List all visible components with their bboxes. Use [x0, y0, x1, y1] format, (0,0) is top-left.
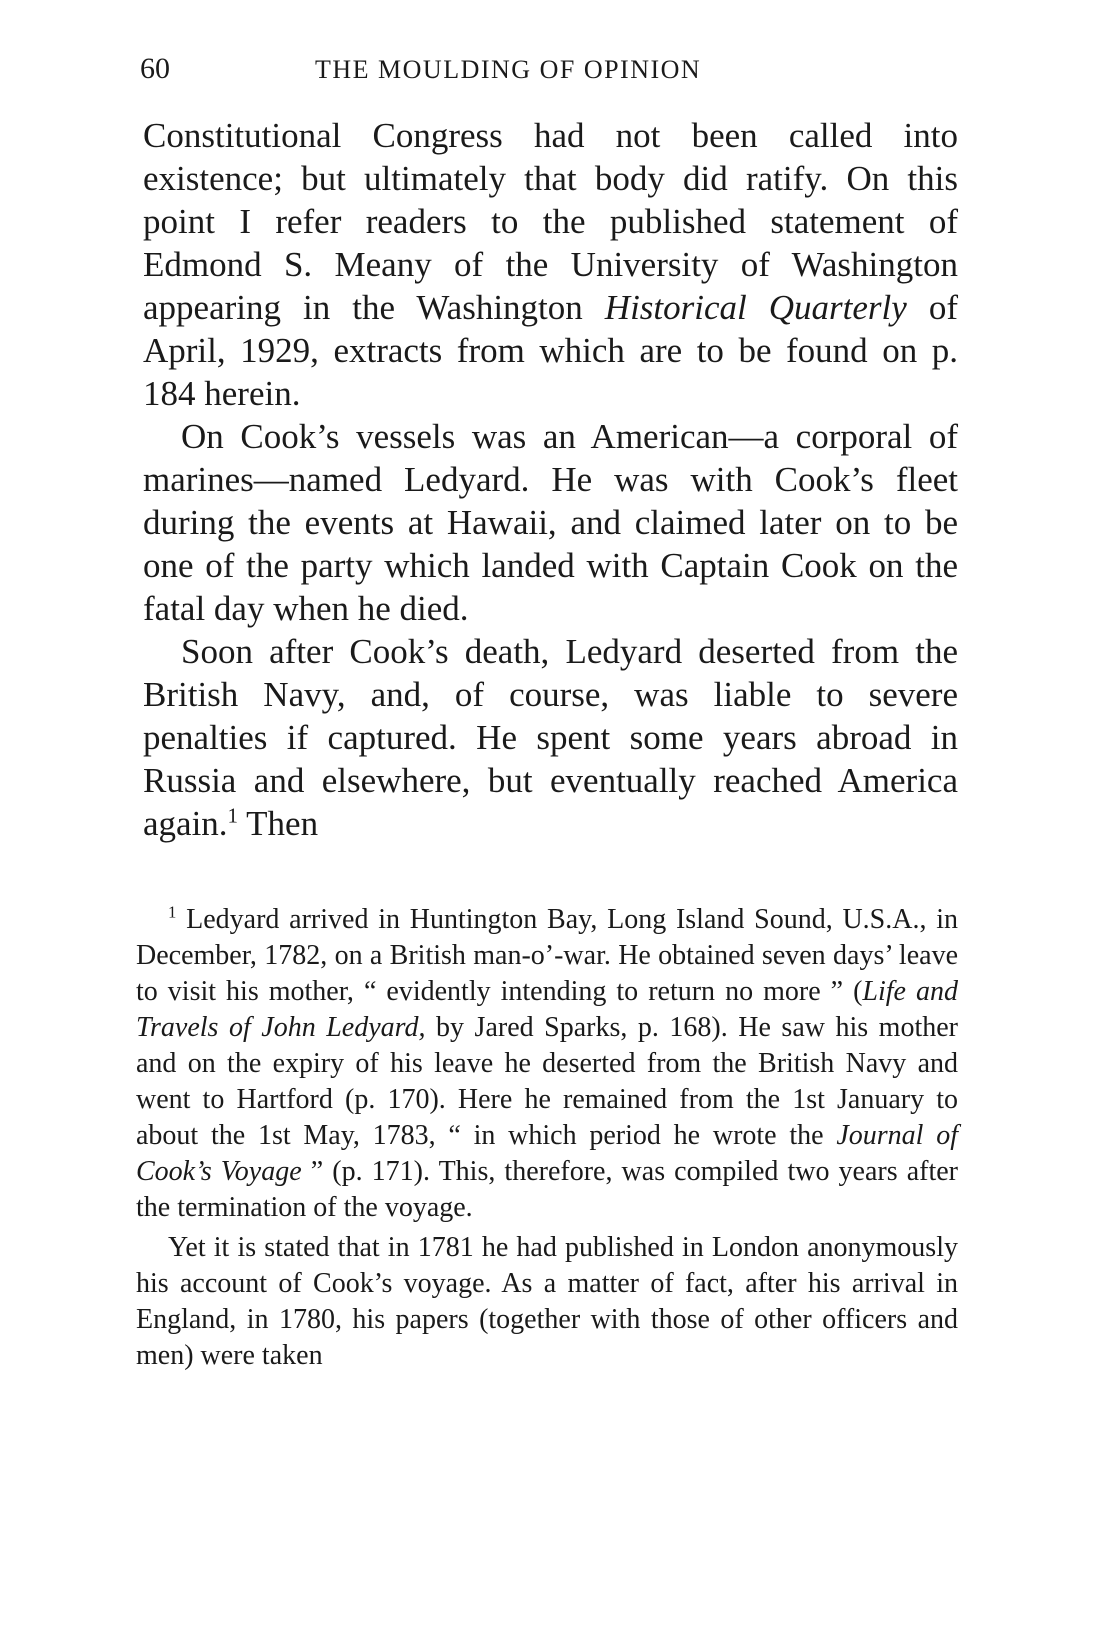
paragraph-text: Soon after Cook’s death, Ledyard deserted from the British Navy, and, of course, was liable to severe penalties if captured. He spent some years abroad in Russia and elsewhere, but eventually reached America again.: [143, 632, 958, 843]
body-text: [143, 114, 958, 845]
footnote-text: ” (p. 171). This, therefore, was compiled two years after the termination of the voyage.: [136, 1156, 958, 1223]
footnote-section: [136, 902, 958, 1374]
paragraph-text: Then: [238, 804, 319, 843]
footnote-mark: 1: [168, 902, 177, 922]
footnote: [136, 902, 958, 1226]
journal-title: Historical Quarterly: [604, 288, 907, 327]
book-title: Life and Travels of John Ledyard,: [136, 976, 958, 1043]
running-head: [140, 52, 960, 92]
page-number: 60: [140, 52, 170, 85]
paragraph-desertion: [143, 630, 958, 845]
running-title: THE MOULDING OF OPINION: [315, 55, 702, 84]
footnote-continuation: Yet it is stated that in 1781 he had published in London anonymously his account of Cook’s voyage. As a matter of fact, after his arrival in England, in 1780, his papers (together with those of other officers and men) were taken: [136, 1232, 958, 1371]
paragraph-text: Constitutional Congress had not been called into existence; but ultimately that body did ratify. On this point I refer readers to the published statement of Edmond S. Meany of the University of Washington appearing in the Washington: [143, 116, 958, 327]
paragraph-continuation: [143, 114, 958, 415]
footnote-reference: 1: [227, 803, 239, 828]
paragraph-text: of April, 1929, extracts from which are to be found on p. 184 herein.: [143, 288, 958, 413]
paragraph-ledyard: On Cook’s vessels was an American—a corporal of marines—named Ledyard. He was with Cook’s fleet during the events at Hawaii, and claimed later on to be one of the party which landed with Captain Cook on the fatal day when he died.: [143, 417, 958, 628]
journal-title: Journal of Cook’s Voyage: [136, 1120, 958, 1187]
footnote-text: by Jared Sparks, p. 168). He saw his mother and on the expiry of his leave he deserted from the British Navy and went to Hartford (p. 170). Here he remained from the 1st January to about the 1st May, 1783, “ in which period he wrote the: [136, 1012, 958, 1151]
footnote-text: Ledyard arrived in Huntington Bay, Long Island Sound, U.S.A., in December, 1782, on a British man-o’-war. He obtained seven days’ leave to visit his mother, “ evidently intending to return no more ” (: [136, 904, 958, 1007]
